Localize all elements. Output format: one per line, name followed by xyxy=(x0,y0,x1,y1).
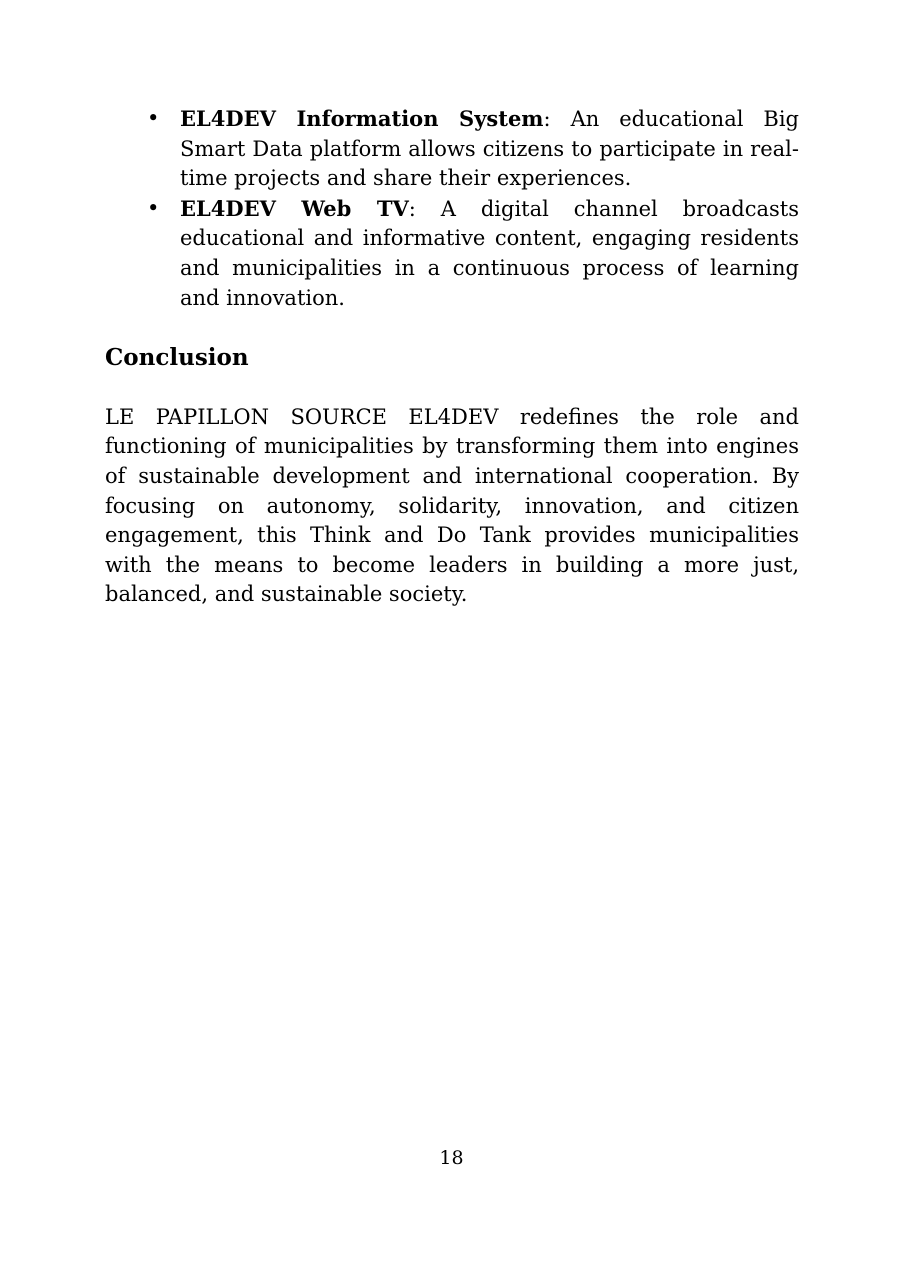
page-content xyxy=(105,104,799,610)
list-item-term: EL4DEV Information System xyxy=(180,106,544,131)
list-item-body xyxy=(180,194,799,313)
bullet-marker-icon: • xyxy=(147,195,160,220)
page-number: 18 xyxy=(439,1147,464,1169)
conclusion-paragraph: LE PAPILLON SOURCE EL4DEV redefines the role and functioning of municipalities by transforming them into engines of sustainable development and international cooperation. By focusing on autonomy, solidarity, innovation, and citizen engagement, this Think and Do Tank provides municipalities with the means to become leaders in building a more just, balanced, and sustainable society. xyxy=(105,404,799,607)
heading-top-spacer xyxy=(105,313,799,343)
list-item xyxy=(105,194,799,313)
feature-bullet-list xyxy=(105,104,799,313)
list-item-text: An educational Big Smart Data platform allows citizens to participate in real-time projects and share their experiences. xyxy=(180,107,799,191)
list-item-body xyxy=(180,104,799,194)
bullet-marker-icon: • xyxy=(147,106,160,130)
list-item-separator: : xyxy=(408,196,441,221)
page-title: Conclusion xyxy=(105,344,249,372)
heading-bottom-spacer xyxy=(105,373,799,403)
list-item-separator: : xyxy=(543,107,571,131)
list-item-term: EL4DEV Web TV xyxy=(180,195,409,221)
list-item-text: A digital channel broadcasts educational and informative content, engaging residents and municipalities in a continuous process of learning and innovation. xyxy=(180,196,799,310)
list-item xyxy=(105,104,799,194)
